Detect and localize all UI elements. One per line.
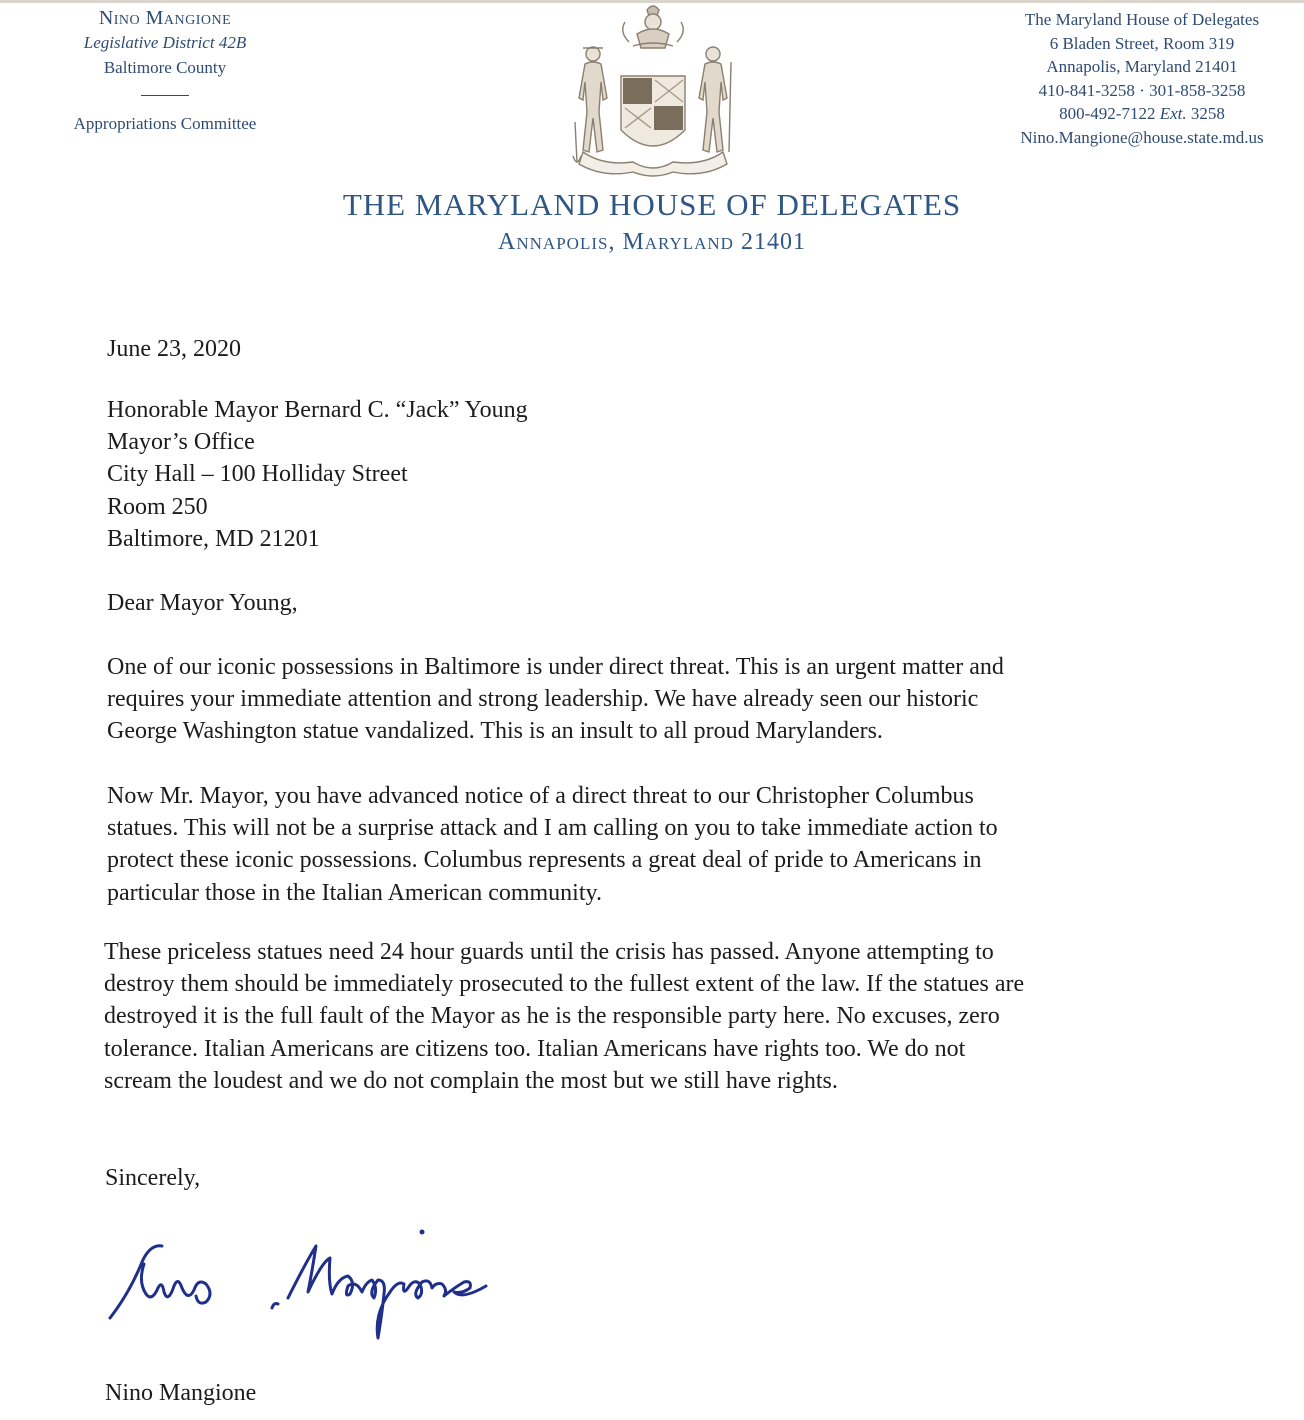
address-line: Honorable Mayor Bernard C. “Jack” Young bbox=[107, 397, 528, 423]
paragraph-line: protect these iconic possessions. Columbus represents a great deal of pride to Americans in bbox=[107, 847, 982, 874]
ext-label: Ext. bbox=[1159, 104, 1187, 124]
house-city: Annapolis, Maryland 21401 bbox=[498, 229, 806, 255]
paragraph-line: particular those in the Italian American community. bbox=[107, 879, 602, 906]
district-label: Legislative District 42B bbox=[83, 33, 247, 52]
paragraph-line: destroyed it is the full fault of the Mayor as he is the responsible party here. No excuses, zero bbox=[104, 1003, 1000, 1030]
house-title: THE MARYLAND HOUSE OF DELEGATES bbox=[342, 187, 962, 222]
address-line: The Maryland House of Delegates bbox=[1024, 10, 1260, 29]
tollfree-number: 800-492-7122 bbox=[1059, 104, 1156, 124]
paragraph-3 bbox=[104, 936, 1024, 1097]
address-line: 6 Bladen Street, Room 319 bbox=[1049, 33, 1235, 53]
greeting: Dear Mayor Young, bbox=[107, 590, 298, 616]
paragraph-line: George Washington statue vandalized. This is an insult to all proud Marylanders. bbox=[107, 718, 883, 745]
address-line: City Hall – 100 Holliday Street bbox=[107, 461, 408, 488]
letterhead-right bbox=[992, 8, 1292, 150]
address-line: Mayor’s Office bbox=[107, 429, 255, 456]
letterhead-left bbox=[40, 6, 290, 136]
recipient-address bbox=[107, 394, 528, 555]
paragraph-line: These priceless statues need 24 hour guards until the crisis has passed. Anyone attempting to bbox=[104, 939, 994, 965]
paragraph-1 bbox=[107, 651, 1004, 748]
ext-number: 3258 bbox=[1190, 104, 1225, 124]
email-address: Nino.Mangione@house.state.md.us bbox=[1020, 127, 1264, 147]
paragraph-line: scream the loudest and we do not complain the most but we still have rights. bbox=[104, 1067, 838, 1094]
maryland-great-seal-icon bbox=[563, 2, 743, 180]
address-line: Baltimore, MD 21201 bbox=[107, 525, 320, 552]
committee-label: Appropriations Committee bbox=[73, 114, 257, 133]
tollfree-line bbox=[992, 102, 1292, 126]
phone-line: 410-841-3258 · 301-858-3258 bbox=[1038, 80, 1246, 100]
signature-image bbox=[102, 1222, 497, 1342]
address-line: Annapolis, Maryland 21401 bbox=[1046, 57, 1238, 77]
closing: Sincerely, bbox=[105, 1165, 201, 1191]
paragraph-line: One of our iconic possessions in Baltimore is under direct threat. This is an urgent matter and bbox=[107, 654, 1004, 680]
letter-date: June 23, 2020 bbox=[107, 336, 241, 362]
paragraph-line: tolerance. Italian Americans are citizens too. Italian Americans have rights too. We do not bbox=[104, 1035, 966, 1062]
county-label: Baltimore County bbox=[103, 58, 227, 77]
divider bbox=[141, 95, 189, 96]
paragraph-line: statues. This will not be a surprise attack and I am calling on you to take immediate action to bbox=[107, 815, 998, 842]
delegate-name: Nino Mangione bbox=[98, 7, 232, 29]
letterhead-title bbox=[252, 186, 1052, 258]
signer-name: Nino Mangione bbox=[105, 1380, 257, 1406]
paragraph-2 bbox=[107, 780, 998, 909]
address-line: Room 250 bbox=[107, 493, 208, 520]
paragraph-line: destroy them should be immediately prosecuted to the fullest extent of the law. If the statues are bbox=[104, 971, 1025, 998]
paragraph-line: Now Mr. Mayor, you have advanced notice of a direct threat to our Christopher Columbus bbox=[107, 783, 974, 809]
paragraph-line: requires your immediate attention and strong leadership. We have already seen our historic bbox=[107, 686, 979, 713]
